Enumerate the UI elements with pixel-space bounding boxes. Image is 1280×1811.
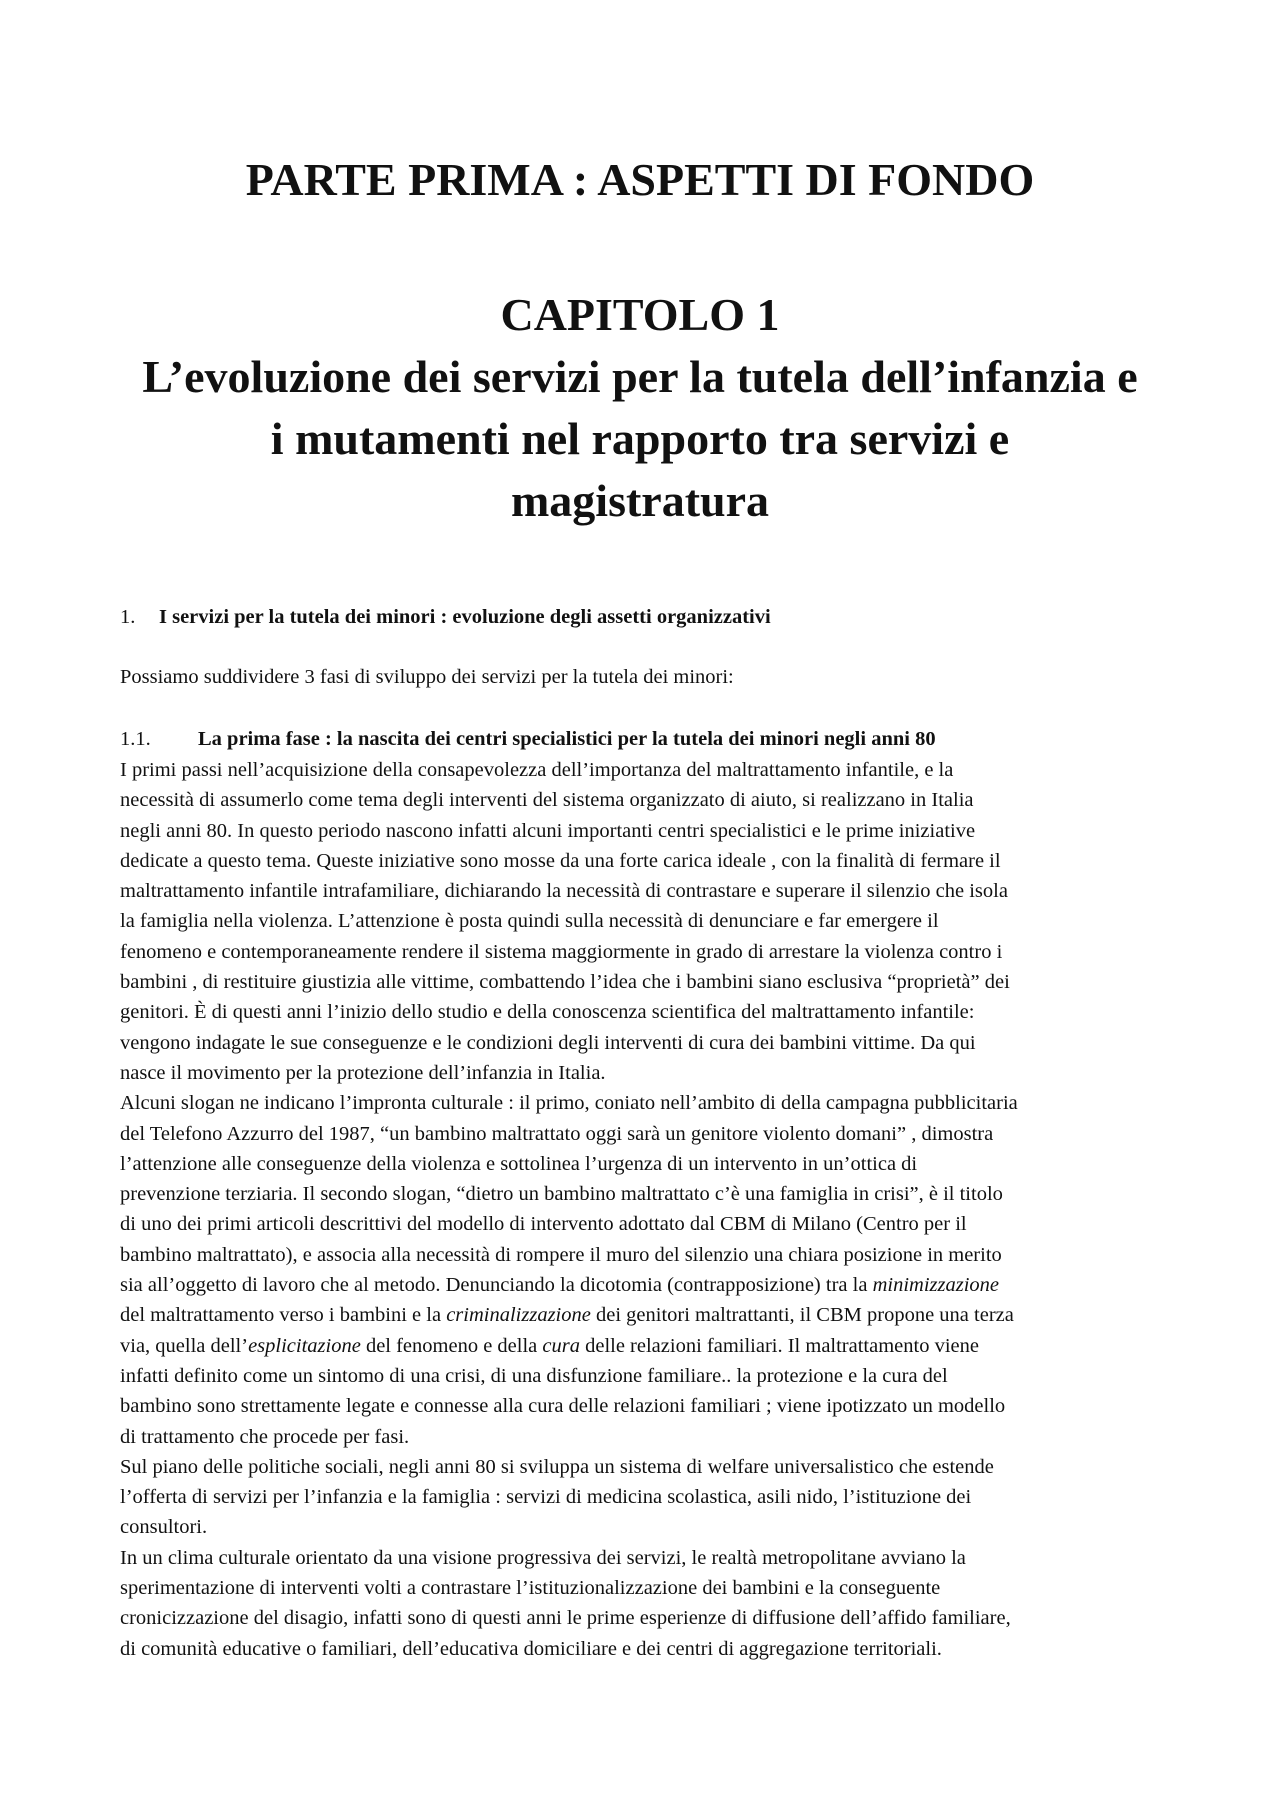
text-run: del maltrattamento verso i bambini e la: [120, 1304, 447, 1327]
text-run: delle relazioni familiari. Il maltrattamento viene: [579, 1334, 979, 1357]
text-line: [120, 1331, 1166, 1361]
text-line: prevenzione terziaria. Il secondo slogan, “dietro un bambino maltrattato c’è una famiglia in crisi”, è il titolo: [120, 1183, 1003, 1206]
chapter-title-line: i mutamenti nel rapporto tra servizi e: [270, 413, 1010, 464]
text-line: In un clima culturale orientato da una visione progressiva dei servizi, le realtà metropolitane avviano la: [120, 1546, 966, 1569]
text-line: bambino maltrattato), e associa alla necessità di rompere il muro del silenzio una chiara posizione in merito: [120, 1243, 1002, 1266]
text-line: consultori.: [120, 1516, 208, 1539]
text-line: necessità di assumerlo come tema degli interventi del sistema organizzato di aiuto, si realizzano in Italia: [120, 789, 974, 812]
text-line: l’attenzione alle conseguenze della violenza e sottolinea l’urgenza di un intervento in un’ottica di: [120, 1152, 918, 1175]
text-line: nasce il movimento per la protezione dell’infanzia in Italia.: [120, 1061, 606, 1084]
text-line: bambino sono strettamente legate e connesse alla cura delle relazioni familiari ; viene ipotizzato un modello: [120, 1395, 1006, 1418]
text-line: maltrattamento infantile intrafamiliare, dichiarando la necessità di contrastare e superare il silenzio che isola: [120, 880, 1008, 903]
text-line: [120, 1270, 1166, 1300]
text-run: via, quella dell’: [120, 1334, 249, 1357]
subsection-heading: [120, 724, 936, 754]
text-line: Alcuni slogan ne indicano l’impronta culturale : il primo, coniato nell’ambito di della campagna pubblicitaria: [120, 1092, 1018, 1115]
text-line: Sul piano delle politiche sociali, negli anni 80 si sviluppa un sistema di welfare universalistico che estende: [120, 1455, 994, 1478]
italic-term: cura: [542, 1334, 580, 1357]
text-line: di comunità educative o familiari, dell’educativa domiciliare e dei centri di aggregazione territoriali.: [120, 1637, 942, 1660]
text-line: genitori. È di questi anni l’inizio dello studio e della conoscenza scientifica del maltrattamento infantile:: [120, 1001, 975, 1024]
text-line: infatti definito come un sintomo di una crisi, di una disfunzione familiare.. la protezione e la cura del: [120, 1364, 948, 1387]
part-title: PARTE PRIMA : ASPETTI DI FONDO: [245, 154, 1035, 205]
italic-term: minimizzazione: [872, 1274, 999, 1297]
text-line: I primi passi nell’acquisizione della consapevolezza dell’importanza del maltrattamento infantile, e la: [120, 759, 954, 781]
text-line: dedicate a questo tema. Queste iniziative sono mosse da una forte carica ideale , con la finalità di fermare il: [120, 849, 1001, 872]
section-heading: [120, 602, 771, 632]
text-line: di trattamento che procede per fasi.: [120, 1425, 410, 1448]
text-line: [120, 1300, 1166, 1330]
text-line: sperimentazione di interventi volti a contrastare l’istituzionalizzazione dei bambini e la conseguente: [120, 1577, 941, 1600]
text-line: del Telefono Azzurro del 1987, “un bambino maltrattato oggi sarà un genitore violento domani” , dimostra: [120, 1122, 994, 1145]
text-run: del fenomeno e della: [360, 1334, 543, 1357]
italic-term: esplicitazione: [248, 1334, 361, 1357]
text-line: l’offerta di servizi per l’infanzia e la famiglia : servizi di medicina scolastica, asili nido, l’istituzione dei: [120, 1486, 972, 1509]
text-run: sia all’oggetto di lavoro che al metodo. Denunciando la dicotomia (contrapposizione) tra la: [120, 1274, 873, 1297]
chapter-title-line: magistratura: [510, 475, 770, 526]
section-number: 1.: [120, 606, 136, 628]
section-title: I servizi per la tutela dei minori : evoluzione degli assetti organizzativi: [159, 606, 771, 628]
chapter-heading: [0, 284, 1280, 532]
text-run: dei genitori maltrattanti, il CBM propone una terza: [590, 1304, 1014, 1327]
chapter-title-line: L’evoluzione dei servizi per la tutela dell’infanzia e: [142, 351, 1138, 402]
text-line: di uno dei primi articoli descrittivi del modello di intervento adottato dal CBM di Milano (Centro per il: [120, 1213, 967, 1236]
text-line: negli anni 80. In questo periodo nascono infatti alcuni importanti centri specialistici e le prime iniziative: [120, 819, 976, 842]
intro-paragraph: Possiamo suddividere 3 fasi di sviluppo dei servizi per la tutela dei minori:: [120, 666, 734, 688]
chapter-label: CAPITOLO 1: [500, 289, 780, 340]
text-line: fenomeno e contemporaneamente rendere il sistema maggiormente in grado di arrestare la violenza contro i: [120, 940, 1003, 963]
text-line: vengono indagate le sue conseguenze e le condizioni degli interventi di cura dei bambini vittime. Da qui: [120, 1031, 976, 1054]
text-line: la famiglia nella violenza. L’attenzione è posta quindi sulla necessità di denunciare e far emergere il: [120, 910, 939, 933]
subsection-number: 1.1.: [120, 728, 151, 750]
subsection-title: La prima fase : la nascita dei centri specialistici per la tutela dei minori negli anni 80: [198, 728, 936, 750]
text-line: bambini , di restituire giustizia alle vittime, combattendo l’idea che i bambini siano esclusiva “proprietà” dei: [120, 971, 1010, 994]
body-text: [120, 755, 1166, 1664]
text-line: cronicizzazione del disagio, infatti sono di questi anni le prime esperienze di diffusione dell’affido familiare,: [120, 1607, 1011, 1630]
italic-term: criminalizzazione: [446, 1304, 591, 1327]
